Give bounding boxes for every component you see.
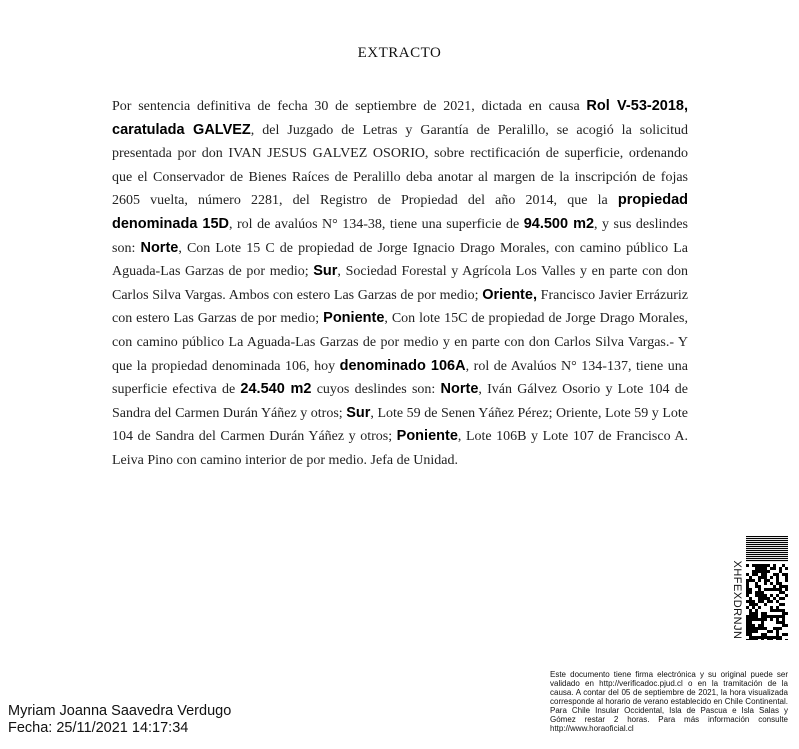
signer-block xyxy=(8,703,231,737)
signer-name: Myriam Joanna Saavedra Verdugo xyxy=(8,703,232,719)
qr-barcode xyxy=(746,536,788,640)
text-segment: Por sentencia definitiva de fecha 30 de septiembre de 2021, dictada en causa xyxy=(112,99,587,114)
text-segment: , Sociedad Forestal y Agrícola Los Valles y en parte con don Carlos Silva Vargas. Ambos con estero Las Garzas de por medio; xyxy=(112,264,688,303)
bold-term: 24.540 m2 xyxy=(240,381,312,398)
signature-date: Fecha: 25/11/2021 14:17:34 xyxy=(8,720,189,736)
text-segment: , y sus deslindes son: xyxy=(112,216,689,256)
text-segment: , rol de avalúos N° 134-38, tiene una superficie de xyxy=(229,216,524,232)
text-segment: cuyos deslindes son: xyxy=(311,382,441,398)
document-title: EXTRACTO xyxy=(357,45,442,61)
bold-term: denominado 106A xyxy=(339,357,466,374)
verification-code-text: XHFEXDRNJN xyxy=(731,560,743,640)
bold-term: Poniente xyxy=(323,310,385,327)
bold-term: Norte xyxy=(140,239,179,256)
text-segment: , rol de Avalúos N° 134-137, tiene una superficie efectiva de xyxy=(112,358,689,398)
bold-term: Oriente, xyxy=(482,286,537,303)
bold-term: Sur xyxy=(346,404,371,421)
bold-term: propiedad denominada 15D xyxy=(112,192,688,232)
bold-term: Poniente xyxy=(396,428,458,445)
electronic-signature-notice: Este documento tiene firma electrónica y su original puede ser validado en http://verificadoc.pjud.cl o en la tramitación de la causa. A contar del 05 de septiembre de 2021, la hora visualizada corresponde al horario de verano establecido en Chile Continental. Para Chile Insular Occidental, Isla de Pascua e Isla Salas y Gómez restar 2 horas. Para más información consulte http://www.horaoficial.cl xyxy=(550,670,788,733)
text-segment: , Lote 59 de Senen Yáñez Pérez; Oriente, Lote 59 y Lote 104 de Sandra del Carmen Durán Yáñez y otros; xyxy=(112,405,688,445)
text-segment: , del Juzgado de Letras y Garantía de Peralillo, se acogió la solicitud presentada por don IVAN JESUS GALVEZ OSORIO, sobre rectificación de superficie, ordenando que el Conservador de Bienes Raíces de Peralillo deba anotar al margen de la inscripción de fojas 2605 vuelta, número 2281, del Registro de Propiedad del año 2014, que la xyxy=(112,122,688,209)
text-segment: , Lote 106B y Lote 107 de Francisco A. Leiva Pino con camino interior de por medio. Jefa de Unidad. xyxy=(112,429,688,468)
bold-term: Rol V-53-2018, caratulada GALVEZ xyxy=(112,98,688,138)
extract-paragraph xyxy=(112,95,688,473)
text-segment: , Con lote 15C de propiedad de Jorge Drago Morales, con camino público La Aguada-Las Garzas de por medio y en parte con don Carlos Silva Vargas.- Y que la propiedad denominada 106, hoy xyxy=(112,311,688,374)
bold-term: Sur xyxy=(313,263,338,280)
bold-term: 94.500 m2 xyxy=(523,215,595,232)
text-segment: , Iván Gálvez Osorio y Lote 104 de Sandra del Carmen Durán Yáñez y otros; xyxy=(112,382,688,421)
text-segment: , Con Lote 15 C de propiedad de Jorge Ignacio Drago Morales, con camino público La Aguada-Las Garzas de por medio; xyxy=(112,240,688,280)
bold-term: Norte xyxy=(440,381,479,398)
text-segment: Francisco Javier Errázuriz con estero Las Garzas de por medio; xyxy=(112,287,688,327)
